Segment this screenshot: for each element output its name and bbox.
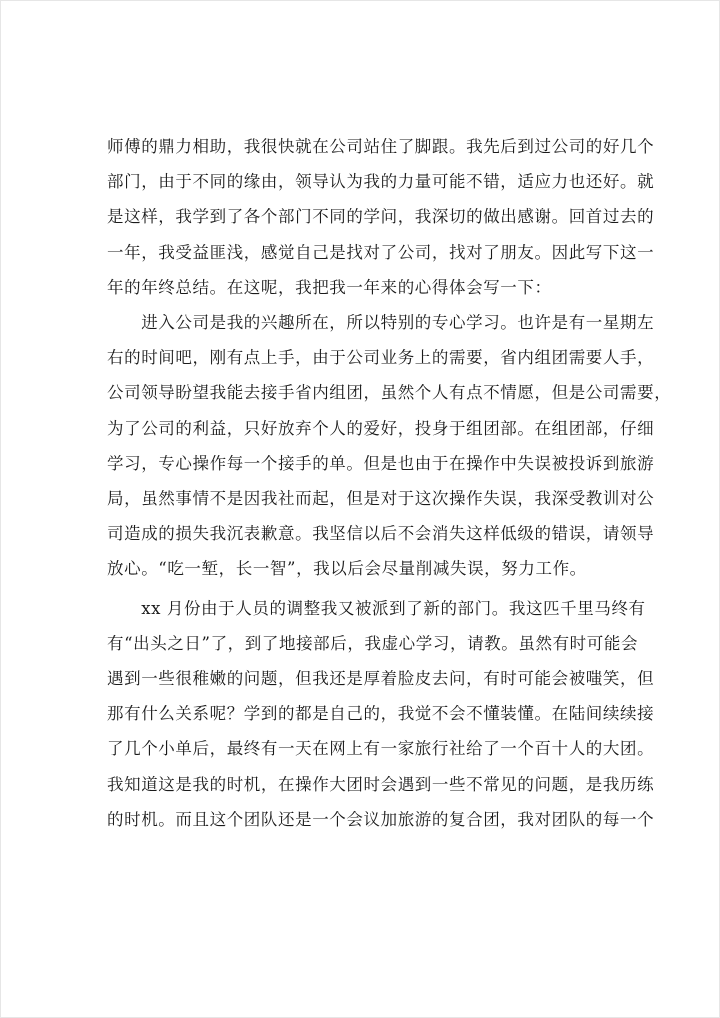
text-line: 右的时间吧，刚有点上手，由于公司业务上的需要，省内组团需要人手， [107, 348, 655, 368]
paragraph [107, 591, 655, 837]
text-line: 公司领导盼望我能去接手省内组团，虽然个人有点不情愿，但是公司需要， [107, 383, 672, 403]
text-line: 的时机。而且这个团队还是一个会议加旅游的复合团，我对团队的每一个 [107, 809, 655, 829]
text-line: 是这样，我学到了各个部门不同的学问，我深切的做出感谢。回首过去的 [107, 207, 655, 227]
text-line: 那有什么关系呢？学到的都是自己的，我觉不会不懂装懂。在陆间续续接 [107, 704, 655, 724]
text-line: 我知道这是我的时机，在操作大团时会遇到一些不常见的问题，是我历练 [107, 774, 655, 794]
text-line: 为了公司的利益，只好放弃个人的爱好，投身于组团部。在组团部，仔细 [107, 418, 655, 438]
text-line: 进入公司是我的兴趣所在，所以特别的专心学习。也许是有一星期左 [107, 312, 655, 332]
body-text [107, 129, 672, 837]
text-line: 了几个小单后，最终有一天在网上有一家旅行社给了一个百十人的大团。 [107, 739, 655, 759]
text-line: 有“出头之日”了，到了地接部后，我虚心学习，请教。虽然有时可能会 [107, 633, 639, 653]
text-line: 学习，专心操作每一个接手的单。但是也由于在操作中失误被投诉到旅游 [107, 453, 655, 473]
text-line: 局，虽然事情不是因我社而起，但是对于这次操作失误，我深受教训对公 [107, 488, 655, 508]
text-line: 部门，由于不同的缘由，领导认为我的力量可能不错，适应力也还好。就 [107, 172, 655, 192]
paragraph [107, 129, 655, 305]
paragraph [107, 305, 672, 587]
text-line: 一年，我受益匪浅，感觉自己是找对了公司，找对了朋友。因此写下这一 [107, 242, 655, 262]
text-line: 放心。“吃一堑，长一智”，我以后会尽量削减失误，努力工作。 [107, 559, 587, 579]
text-line: 遇到一些很稚嫩的问题，但我还是厚着脸皮去问，有时可能会被嗤笑，但 [107, 669, 655, 688]
text-line: 年的年终总结。在这呢，我把我一年来的心得体会写一下： [107, 277, 552, 297]
text-line: 师傅的鼎力相助，我很快就在公司站住了脚跟。我先后到过公司的好几个 [107, 137, 655, 156]
text-line: 司造成的损失我沉表歉意。我坚信以后不会消失这样低级的错误，请领导 [107, 524, 655, 544]
text-line: xx 月份由于人员的调整我又被派到了新的部门。我这匹千里马终有 [107, 598, 646, 618]
